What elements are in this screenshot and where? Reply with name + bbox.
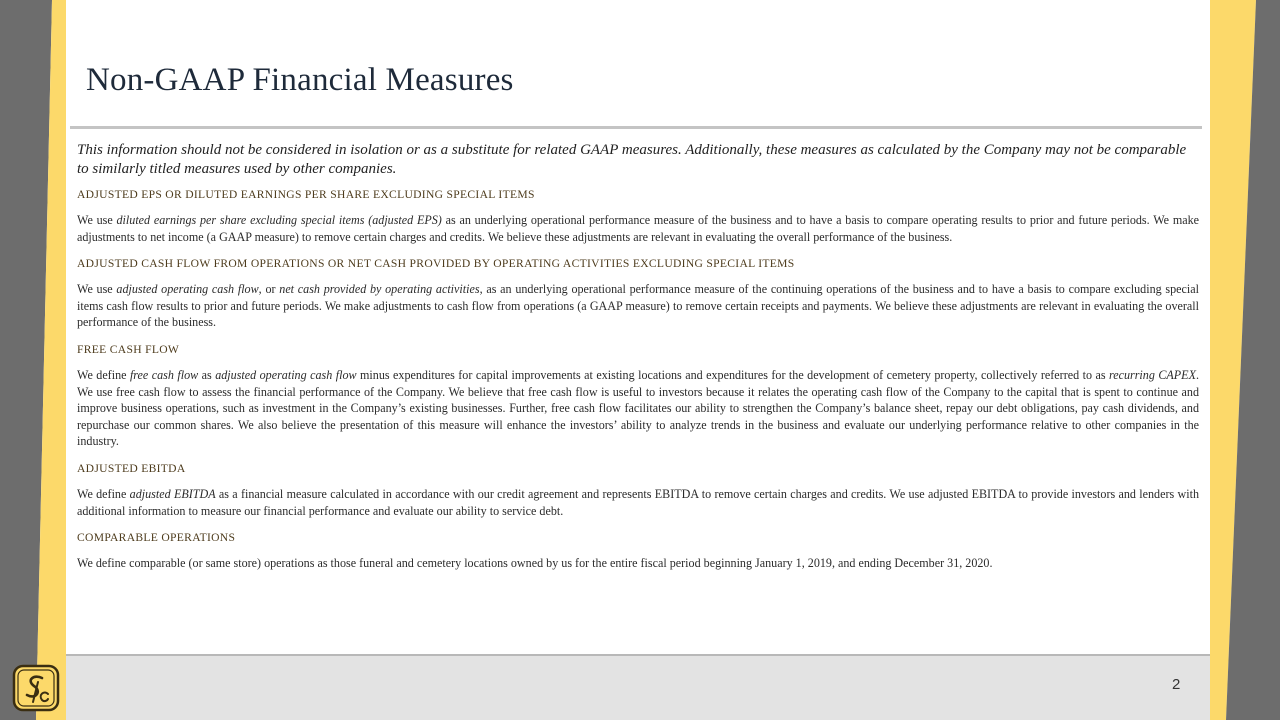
section-heading-adjusted-ebitda: ADJUSTED EBITDA [77,461,186,475]
section-body-comparable-operations: We define comparable (or same store) operations as those funeral and cemetery locations owned by us for the entire fiscal period beginning January 1, 2019, and ending December 31, 2020. [77,556,993,571]
footer-band [66,655,1210,720]
section-body-adjusted-eps: We use diluted earnings per share excluding special items (adjusted EPS) as an underlying operational performance measure of the business and to have a basis to compare operating results to prior and future periods. We make adjustments to net income (a GAAP measure) to remove certain charges and credits. We believe these adjustments are relevant in evaluating the overall performance of the business. [77,213,1200,244]
section-body-adjusted-ebitda: We define adjusted EBITDA as a financial measure calculated in accordance with our credit agreement and represents EBITDA to remove certain charges and credits. We use adjusted EBITDA to provide investors and lenders with additional information to measure our financial performance and evaluate our ability to service debt. [77,486,1200,518]
intro-disclaimer: This information should not be considered in isolation or as a substitute for related GAAP measures. Additionally, these measures as calculated by the Company may not be comparable to similarly titled measures used by other companies. [77,142,1187,177]
page-title: Non-GAAP Financial Measures [86,62,514,98]
section-heading-adjusted-cash-flow: ADJUSTED CASH FLOW FROM OPERATIONS OR NET CASH PROVIDED BY OPERATING ACTIVITIES EXCLUDING SPECIAL ITEMS [77,257,795,271]
page-number: 2 [1172,676,1181,693]
section-heading-adjusted-eps: ADJUSTED EPS OR DILUTED EARNINGS PER SHARE EXCLUDING SPECIAL ITEMS [77,188,535,201]
section-body-free-cash-flow: We define free cash flow as adjusted operating cash flow minus expenditures for capital improvements at existing locations and expenditures for the development of cemetery property, collectively referred to as recurring CAPEX. We use free cash flow to assess the financial performance of the Company. We believe that free cash flow is useful to investors because it relates the operating cash flow of the Company to the capital that is spent to continue and improve business operations, such as investment in the Company’s existing businesses. Further, free cash flow facilitates our ability to strengthen the Company’s balance sheet, repay our debt obligations, pay cash dividends, and repurchase our common shares. We also believe the presentation of this measure will enhance the investors’ ability to analyze trends in the business and evaluate our underlying performance relative to other companies in the industry. [77,367,1199,449]
section-body-adjusted-cash-flow: We use adjusted operating cash flow, or net cash provided by operating activities, as an underlying operational performance measure of the continuing operations of the business and to have a basis to compare excluding special items cash flow results to prior and future periods. We make adjustments to cash flow from operations (a GAAP measure) to remove certain receipts and payments. We believe these adjustments are relevant in evaluating the overall performance of the business. [77,282,1199,330]
sci-logo [12,664,60,712]
content-body [77,141,1199,584]
section-heading-comparable-operations: COMPARABLE OPERATIONS [77,531,236,545]
section-heading-free-cash-flow: FREE CASH FLOW [77,342,180,356]
